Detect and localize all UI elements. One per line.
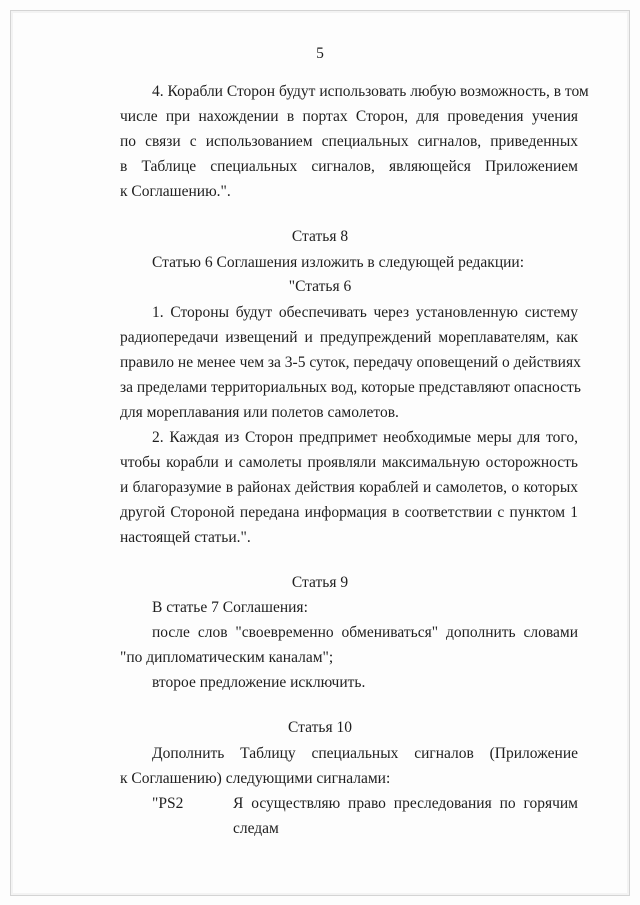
text-line: "по дипломатическим каналам";	[120, 649, 334, 666]
quoted-heading: "Статья 6	[288, 278, 352, 295]
text-line: после слов "своевременно обмениваться" дополнить словами	[152, 624, 578, 641]
text-line: к Соглашению.".	[120, 183, 231, 200]
article-heading: Статья 10	[288, 719, 352, 736]
text-line: настоящей статьи.".	[120, 529, 251, 546]
text-line: 1. Стороны будут обеспечивать через установленную систему	[152, 304, 578, 321]
text-line: чтобы корабли и самолеты проявляли максимальную осторожность	[120, 454, 578, 471]
text-line: по связи с использованием специальных сигналов, приведенных	[120, 133, 578, 150]
text-line: и благоразумие в районах действия кораблей и самолетов, о которых	[120, 479, 578, 496]
text-line: 4. Корабли Сторон будут использовать любую возможность, в том	[152, 83, 589, 100]
text-line: другой Стороной передана информация в соответствии с пунктом 1	[120, 504, 578, 521]
text-line: В статье 7 Соглашения:	[152, 599, 308, 616]
text-line: Статью 6 Соглашения изложить в следующей редакции:	[152, 254, 525, 271]
text-line: радиопередачи извещений и предупреждений мореплавателям, как	[120, 329, 578, 346]
text-line: Дополнить Таблицу специальных сигналов (Приложение	[152, 745, 578, 762]
page-number: 5	[316, 45, 324, 62]
text-line: к Соглашению) следующими сигналами:	[120, 770, 391, 787]
text-line: для мореплавания или полетов самолетов.	[120, 404, 399, 421]
text-line: второе предложение исключить.	[152, 674, 366, 691]
signal-code: "PS2	[152, 795, 184, 812]
article-heading: Статья 9	[291, 574, 349, 591]
text-line: в Таблице специальных сигналов, являющейся Приложением	[120, 158, 578, 175]
signal-text-line: Я осуществляю право преследования по горячим	[233, 795, 578, 812]
article-heading: Статья 8	[291, 228, 349, 245]
text-line: за пределами территориальных вод, которые представляют опасность	[120, 379, 581, 396]
text-line: правило не менее чем за 3-5 суток, передачу оповещений о действиях	[120, 354, 581, 371]
signal-text-line: следам	[233, 820, 279, 837]
text-line: числе при нахождении в портах Сторон, для проведения учения	[120, 108, 578, 125]
text-line: 2. Каждая из Сторон предпримет необходимые меры для того,	[152, 429, 578, 446]
